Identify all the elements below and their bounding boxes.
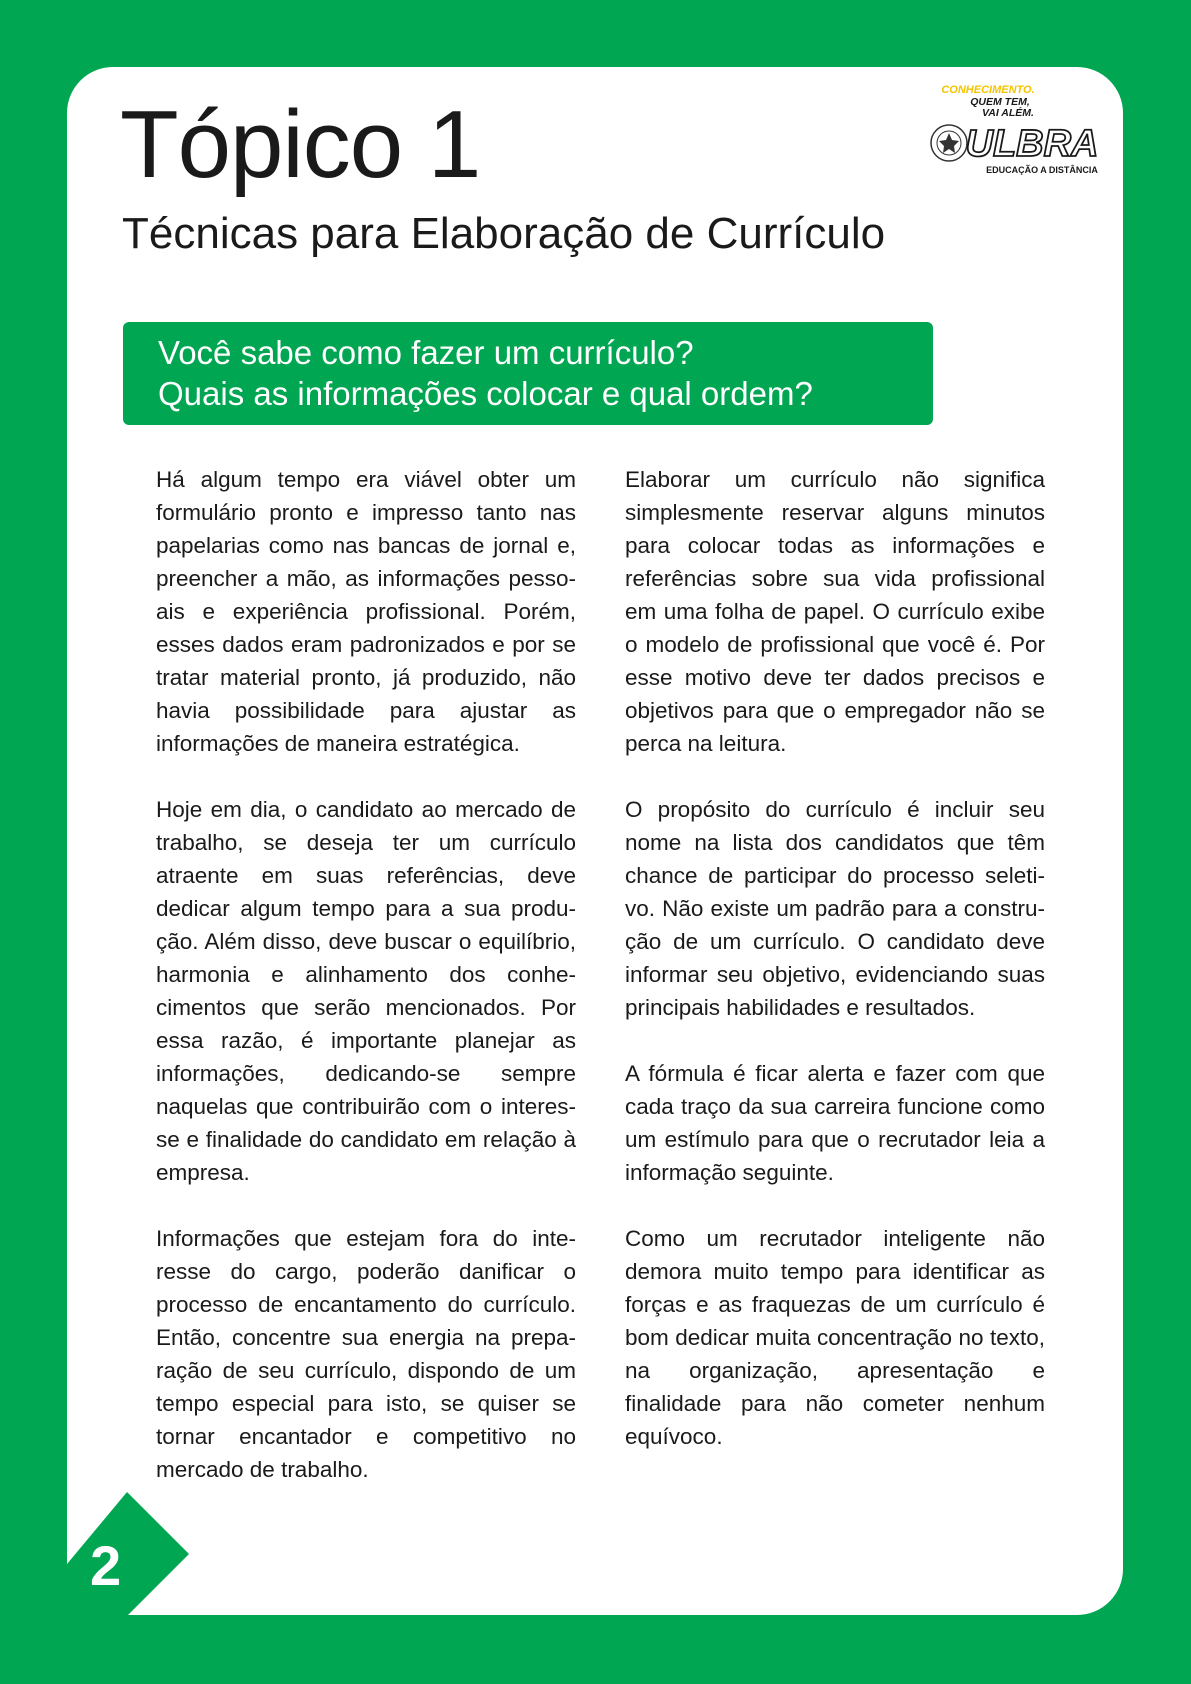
logo-tagline: EDUCAÇÃO A DISTÂNCIA [986, 165, 1098, 175]
right-paragraph-4: Como um recrutador inteligente não demora muito tempo para identificar as forças e as fraquezas de um currículo é bom dedicar muita concentração no texto, na organização, apresentação e finalidade para não cometer nenhum equívoco. [625, 1226, 1045, 1449]
page-number-arrow-icon [67, 1492, 189, 1616]
right-paragraph-3: A fórmula é ficar alerta e fazer com que cada traço da sua carreira funcione como um estímulo para que o recrutador leia a informação seguinte. [625, 1061, 1045, 1185]
right-paragraph-2: O propósito do currículo é incluir seu nome na lista dos candidatos que têm chance de participar do processo seletivo. Não existe um padrão para a construção de um currículo. O candidato deve informar seu objetivo, evidenciando suas principais habilidades e resultados. [625, 797, 1045, 1020]
question-line-2: Quais as informações colocar e qual ordem? [158, 375, 813, 412]
logo-slogan-line2: QUEM TEM, [970, 96, 1030, 108]
left-paragraph-3: Informações que estejam fora do interesse do cargo, poderão danificar o processo de encantamento do currículo. Então, concentre sua energia na preparação de seu currículo, dispondo de um tempo especial para isto, se quiser se tornar encantador e competitivo no mercado de trabalho. [156, 1226, 576, 1482]
question-line-1: Você sabe como fazer um currículo? [158, 334, 694, 371]
left-column [156, 463, 576, 1519]
page-number: 2 [90, 1534, 122, 1597]
page-subtitle: Técnicas para Elaboração de Currículo [122, 209, 886, 258]
logo-slogan-line3: VAI ALÉM. [982, 107, 1034, 119]
logo-brand: ULBRA [965, 123, 1099, 165]
page-title: Tópico 1 [120, 91, 481, 198]
question-box [123, 322, 933, 425]
left-paragraph-1: Há algum tempo era viável obter um formulário pronto e impresso tanto nas papelarias como nas bancas de jornal e, preencher a mão, as informações pessoais e experiência profissional. Porém, esses dados eram padronizados e por se tratar material pronto, já produzido, não havia possibilidade para ajustar as informações de maneira estratégica. [156, 467, 576, 756]
logo-slogan-line1: CONHECIMENTO. [941, 84, 1035, 96]
right-column [625, 463, 1045, 1486]
left-paragraph-2: Hoje em dia, o candidato ao mercado de trabalho, se deseja ter um currículo atraente em suas referências, deve dedicar algum tempo para a sua produção. Além disso, deve buscar o equilíbrio, harmonia e alinhamento dos conhecimentos que serão mencionados. Por essa razão, é importante planejar as informações, dedicando-se sempre naquelas que contribuirão com o interesse e finalidade do candidato em relação à empresa. [156, 797, 576, 1185]
ulbra-logo [928, 80, 1100, 180]
logo-seal-icon [931, 125, 967, 161]
right-paragraph-1: Elaborar um currículo não significa simplesmente reservar alguns minutos para colocar todas as informações e referências sobre sua vida profissional em uma folha de papel. O currículo exibe o modelo de profissional que você é. Por esse motivo deve ter dados precisos e objetivos para que o empregador não se perca na leitura. [625, 467, 1045, 756]
